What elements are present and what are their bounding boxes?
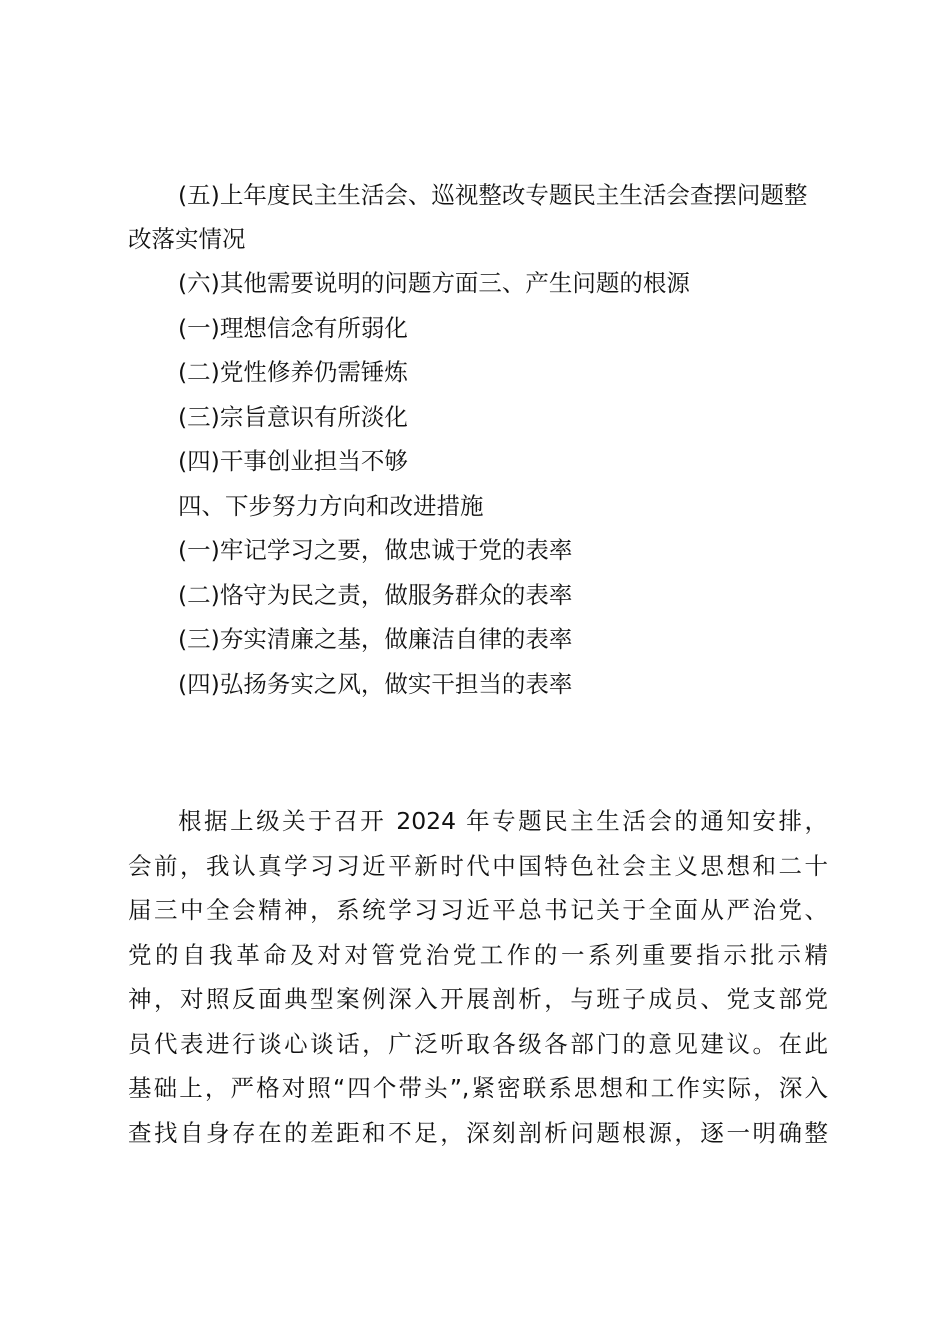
section-4-heading: 四、下步努力方向和改进措施 — [178, 491, 484, 520]
body-line: 员代表进行谈心谈话，广泛听取各级各部门的意见建议。在此 — [128, 1029, 828, 1058]
outline-item-6: (六)其他需要说明的问题方面三、产生问题的根源 — [178, 269, 690, 297]
root-item-2: (二)党性修养仍需锤炼 — [178, 358, 408, 386]
body-line: 届三中全会精神，系统学习习近平总书记关于全面从严治党、 — [128, 896, 828, 924]
body-line: 根据上级关于召开 2024 年专题民主生活会的通知安排， — [178, 807, 828, 835]
body-line: 基础上，严格对照“四个带头”,紧密联系思想和工作实际，深入 — [128, 1074, 828, 1102]
measure-item-4: (四)弘扬务实之风，做实干担当的表率 — [178, 669, 573, 698]
body-paragraph — [128, 799, 828, 1155]
root-item-4: (四)干事创业担当不够 — [178, 447, 408, 475]
body-line: 神，对照反面典型案例深入开展剖析，与班子成员、党支部党 — [128, 985, 828, 1013]
body-line: 党的自我革命及对对管党治党工作的一系列重要指示批示精 — [128, 940, 828, 969]
root-item-1: (一)理想信念有所弱化 — [178, 313, 408, 342]
outline-item-5: (五)上年度民主生活会、巡视整改专题民主生活会查摆问题整改落实情况 — [128, 181, 808, 253]
measure-item-3: (三)夯实清廉之基，做廉洁自律的表率 — [178, 625, 573, 653]
measure-item-1: (一)牢记学习之要，做忠诚于党的表率 — [178, 536, 573, 564]
root-item-3: (三)宗旨意识有所淡化 — [178, 402, 408, 431]
outline-section — [128, 173, 828, 706]
measure-item-2: (二)恪守为民之责，做服务群众的表率 — [178, 580, 573, 609]
body-line: 查找自身存在的差距和不足，深刻剖析问题根源，逐一明确整 — [128, 1118, 828, 1147]
body-line: 会前，我认真学习习近平新时代中国特色社会主义思想和二十 — [128, 851, 828, 880]
